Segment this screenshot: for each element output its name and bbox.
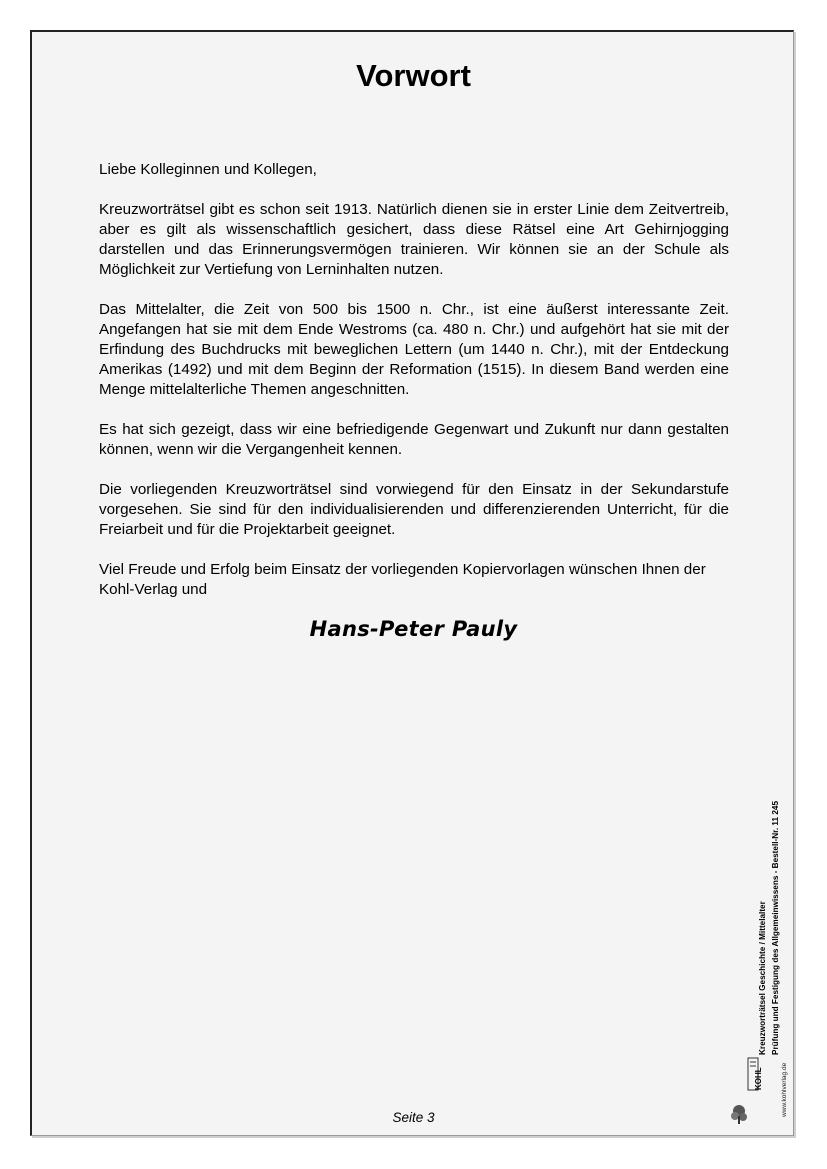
body-paragraph-usage: Die vorliegenden Kreuzworträtsel sind vorwiegend für den Einsatz in der Sekundarstufe vorgesehen. Sie sind für den individualisierenden und differenzierenden Unterricht, für die Freiarbeit und für die Projektarbeit geeignet. <box>99 481 729 538</box>
page-number: Seite 3 <box>392 1110 435 1125</box>
body-text <box>99 160 729 620</box>
body-paragraph-past: Es hat sich gezeigt, dass wir eine befriedigende Gegenwart und Zukunft nur dann gestalten können, wenn wir die Vergangenheit kennen. <box>99 421 729 458</box>
book-subtitle-order-text: Prüfung und Festigung des Allgemeinwissens - Bestell-Nr. 11 245 <box>771 800 780 1055</box>
publisher-website: www.kohlverlag.de <box>781 1062 788 1117</box>
author-signature: Hans-Peter Pauly <box>309 617 518 641</box>
body-paragraph-middle-ages: Das Mittelalter, die Zeit von 500 bis 1500 n. Chr., ist eine äußerst interessante Zeit. Angefangen hat sie mit dem Ende Westroms (ca. 480 n. Chr.) und aufgehört hat sie mit der Erfindung des Buchdrucks mit beweglichen Lettern (um 1440 n. Chr.), mit der Entdeckung Amerikas (1492) und mit dem Beginn der Reformation (1515). In diesem Band werden eine Menge mittelalterliche Themen angeschnitten. <box>99 301 729 398</box>
closing-paragraph: Viel Freude und Erfolg beim Einsatz der vorliegenden Kopiervorlagen wünschen Ihnen der Kohl-Verlag und <box>99 561 706 598</box>
book-info-vertical <box>756 735 786 1055</box>
book-title-text: Kreuzworträtsel Geschichte / Mittelalter <box>758 901 767 1055</box>
salutation-paragraph: Liebe Kolleginnen und Kollegen, <box>99 161 317 178</box>
body-paragraph-crosswords: Kreuzworträtsel gibt es schon seit 1913. Natürlich dienen sie in erster Linie dem Zeitvertreib, aber es gilt als wissenschaftlich gesichert, dass diese Rätsel eine Art Gehirnjogging darstellen und das Erinnerungsvermögen trainieren. Wir können sie an der Schule als Möglichkeit zur Vertiefung von Lerninhalten nutzen. <box>99 201 729 278</box>
page-title: Vorwort <box>356 58 471 93</box>
publisher-logo-text: KOHL <box>754 1067 763 1090</box>
